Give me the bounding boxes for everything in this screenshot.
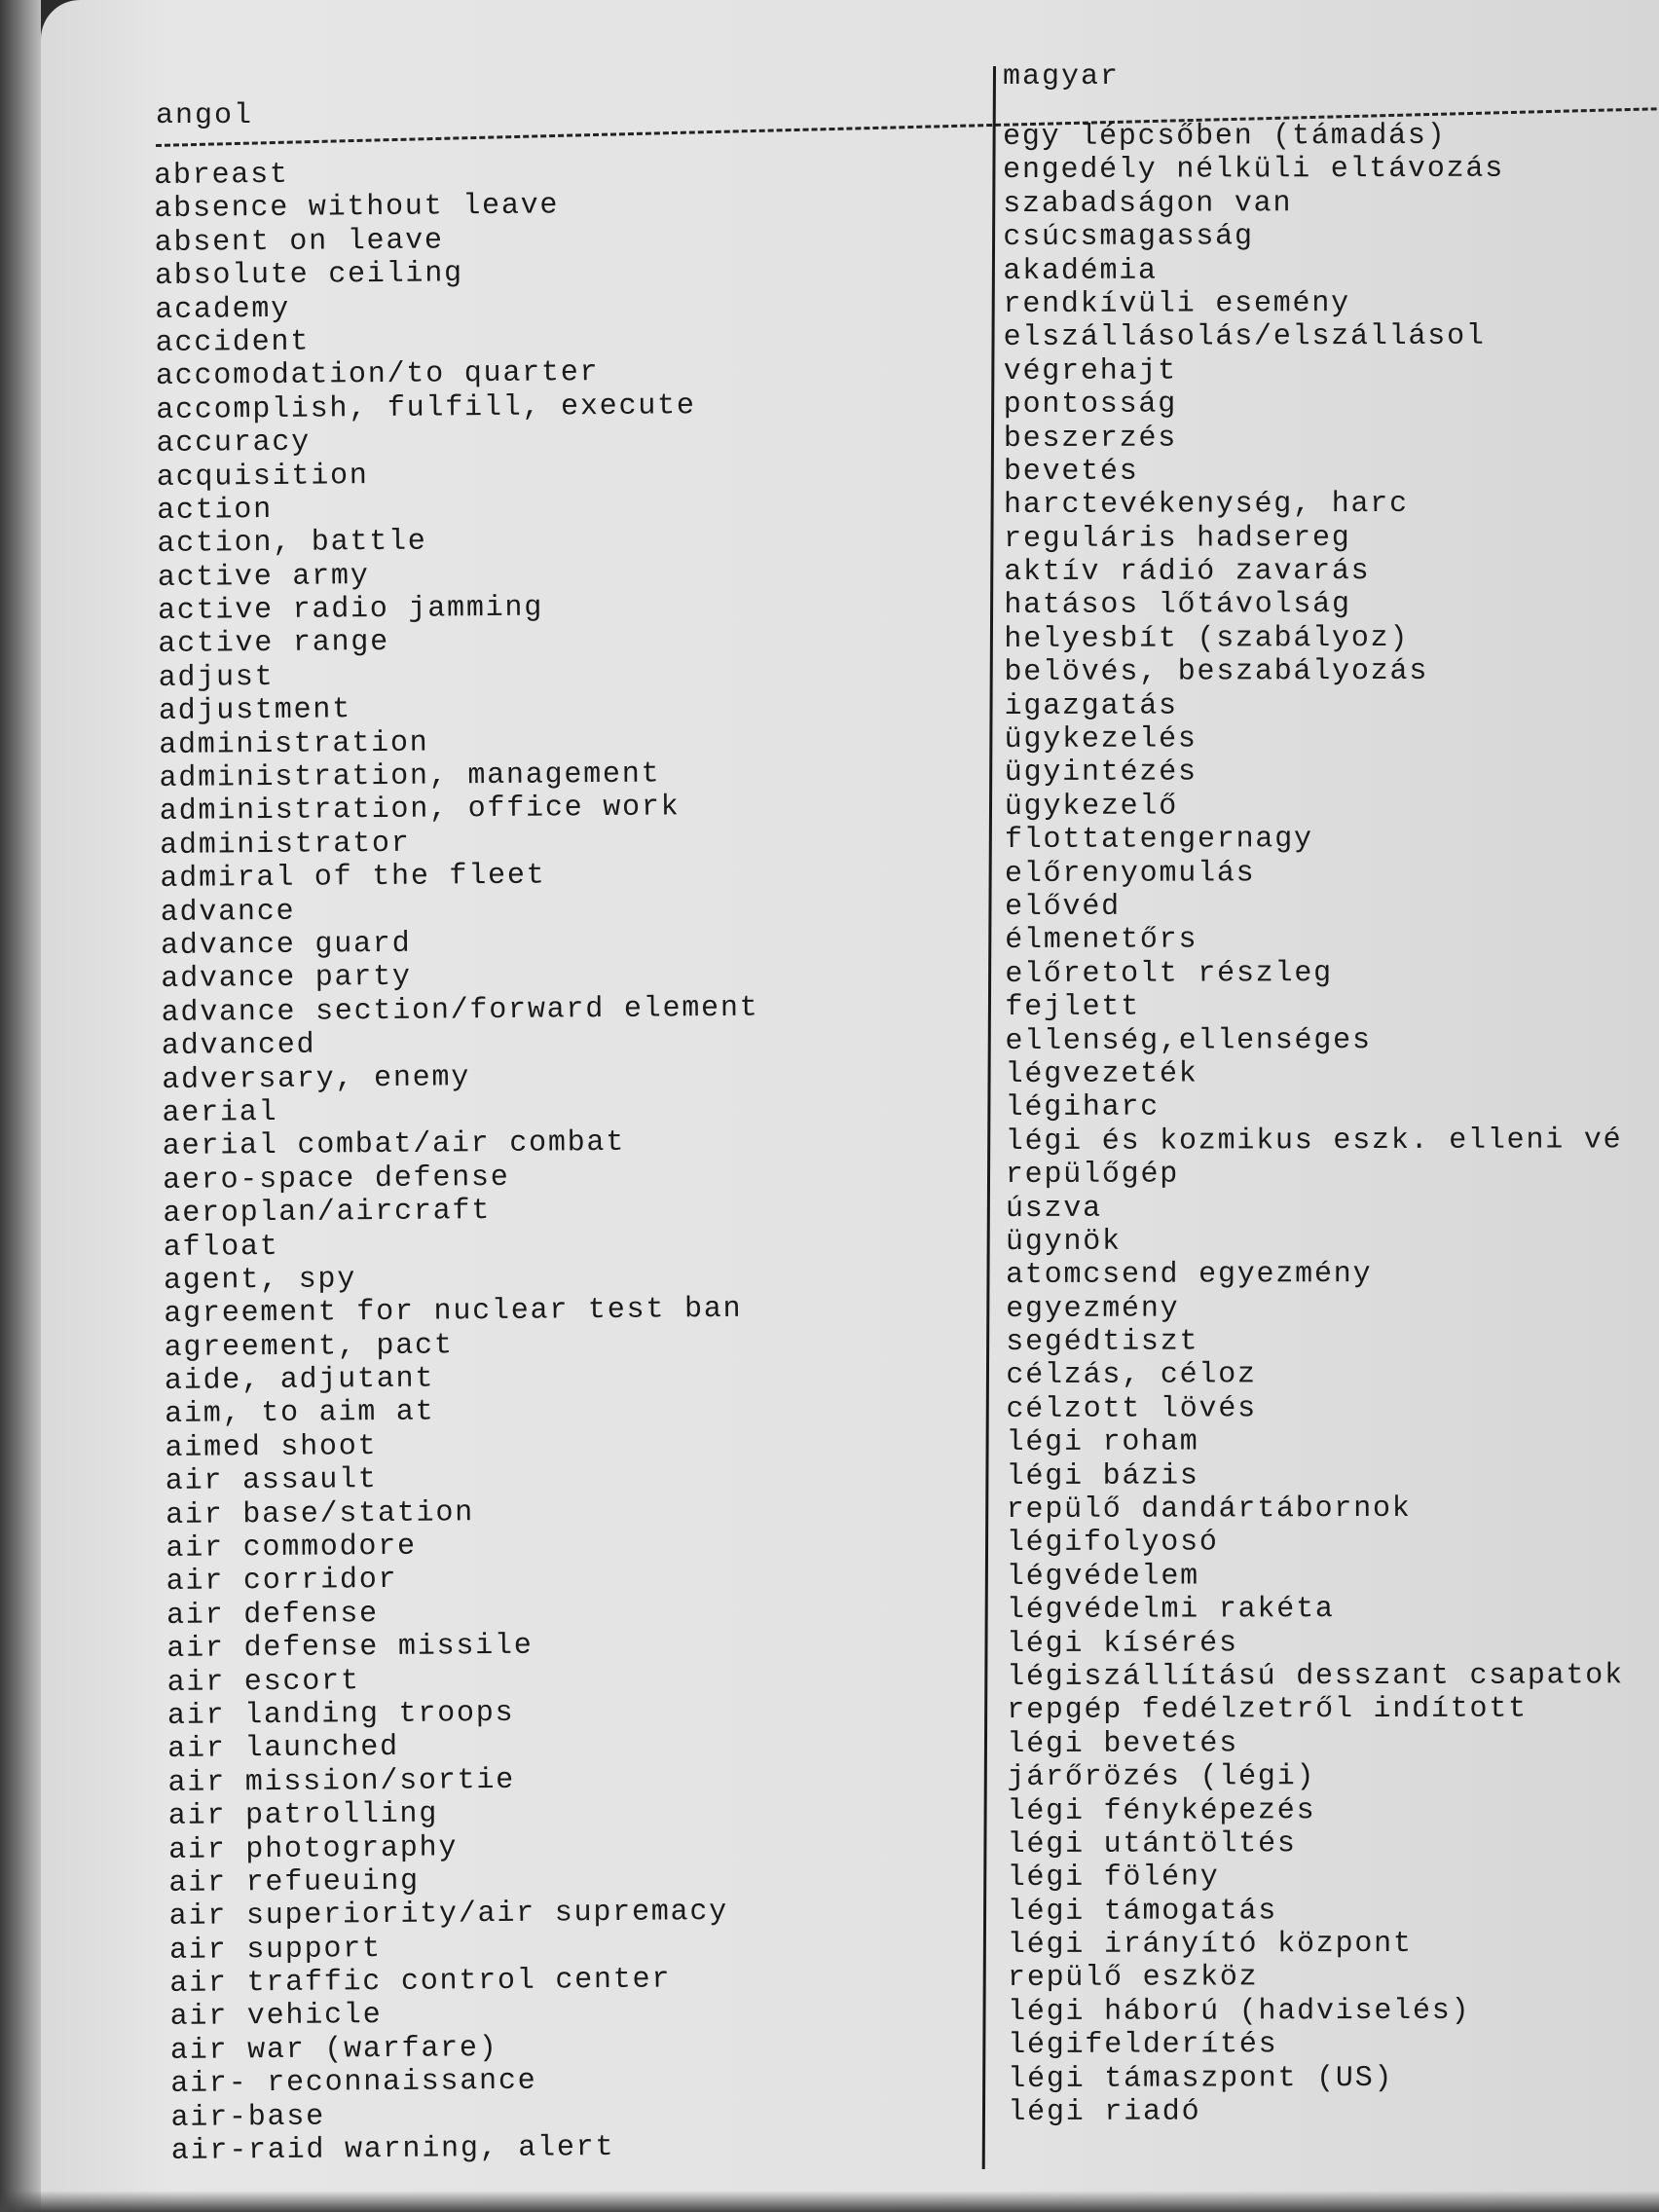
hungarian-term: csúcsmagasság — [1003, 220, 1254, 255]
hungarian-term: ügyintézés — [1004, 756, 1198, 791]
hungarian-term: légvédelmi rakéta — [1006, 1593, 1335, 1628]
hungarian-term: belövés, beszabályozás — [1004, 655, 1429, 690]
hungarian-term: célzott lövés — [1006, 1392, 1257, 1426]
english-term: aimed shoot — [165, 1429, 378, 1465]
english-term: air launched — [167, 1731, 400, 1767]
english-term: air traffic control center — [169, 1963, 672, 2002]
english-term: air war (warfare) — [169, 2031, 498, 2068]
column-header-english: angol — [156, 99, 254, 132]
hungarian-term: légifolyosó — [1006, 1526, 1219, 1561]
english-term: aerial — [162, 1095, 278, 1130]
hungarian-term: légi roham — [1006, 1425, 1199, 1460]
english-term: air assault — [165, 1463, 378, 1499]
hungarian-term: fejlett — [1005, 990, 1141, 1025]
english-term: administration, management — [159, 757, 661, 796]
english-term: aeroplan/aircraft — [163, 1195, 492, 1232]
english-term-list — [154, 155, 769, 2169]
english-term: adversary, enemy — [162, 1060, 471, 1097]
hungarian-term: légi támogatás — [1007, 1894, 1278, 1929]
english-term: accomplish, fulfill, execute — [156, 388, 696, 427]
english-term: aero-space defense — [163, 1161, 510, 1198]
hungarian-term: légifelderítés — [1008, 2028, 1278, 2063]
english-term: agreement for nuclear test ban — [164, 1293, 743, 1332]
hungarian-term: légi bevetés — [1007, 1727, 1239, 1761]
column-header-hungarian: magyar — [1003, 60, 1121, 93]
hungarian-term: repülő eszköz — [1007, 1961, 1259, 1996]
english-term: administration, office work — [159, 791, 681, 830]
hungarian-term: pontosság — [1003, 387, 1178, 423]
hungarian-term: ügynök — [1005, 1225, 1122, 1259]
english-term: admiral of the fleet — [160, 859, 546, 897]
hungarian-term: aktív rádió zavarás — [1004, 555, 1371, 590]
hungarian-term: repülőgép — [1005, 1158, 1180, 1193]
english-term: air-base — [170, 2100, 326, 2135]
hungarian-term: akadémia — [1003, 254, 1158, 288]
hungarian-term: repülő dandártábornok — [1006, 1492, 1412, 1528]
hungarian-term: légiharc — [1005, 1090, 1161, 1125]
book-spine — [0, 0, 41, 2212]
hungarian-term: rendkívüli esemény — [1003, 287, 1350, 321]
page-bottom-edge — [0, 2191, 1659, 2212]
hungarian-term: szabadságon van — [1003, 187, 1293, 221]
english-term: air superiority/air supremacy — [168, 1896, 729, 1935]
hungarian-term: légi utántöltés — [1007, 1827, 1297, 1862]
hungarian-term: hatásos lőtávolság — [1004, 588, 1351, 623]
hungarian-term: légi irányító központ — [1007, 1927, 1413, 1963]
hungarian-term: légi fényképezés — [1007, 1793, 1316, 1828]
english-term: air patrolling — [167, 1797, 439, 1834]
hungarian-term: légi bázis — [1006, 1459, 1199, 1493]
english-term: abreast — [154, 158, 289, 193]
english-term: absent on leave — [154, 224, 444, 260]
dictionary-page — [41, 0, 1659, 2212]
english-term: accuracy — [156, 425, 312, 461]
english-term: advance party — [161, 961, 412, 997]
english-term: advance — [160, 895, 296, 930]
hungarian-term: beszerzés — [1003, 422, 1178, 456]
english-term: air defense missile — [166, 1629, 534, 1667]
hungarian-term: elszállásolás/elszállásol — [1003, 320, 1486, 355]
english-term: air base/station — [166, 1495, 475, 1532]
english-term: active radio jamming — [157, 591, 544, 629]
hungarian-term: elővéd — [1005, 890, 1121, 924]
hungarian-term: harctevékenység, harc — [1003, 488, 1409, 523]
english-term: advance section/forward element — [161, 991, 759, 1030]
english-term: action, battle — [157, 525, 427, 562]
english-term: adjustment — [158, 693, 352, 729]
english-term: air photography — [168, 1830, 459, 1867]
english-term: aerial combat/air combat — [162, 1126, 626, 1164]
english-term: administrator — [160, 827, 411, 863]
hungarian-term: légi háború (hadviselés) — [1008, 1994, 1471, 2029]
hungarian-term: reguláris hadsereg — [1004, 521, 1351, 556]
english-term: administration — [159, 726, 429, 762]
english-term: agreement, pact — [164, 1329, 454, 1365]
english-term: aim, to aim at — [165, 1395, 435, 1432]
english-term: advance guard — [160, 927, 412, 963]
english-term: air support — [168, 1932, 383, 1968]
english-term: accident — [155, 325, 311, 360]
hungarian-term: légvezeték — [1005, 1057, 1198, 1091]
english-term: absence without leave — [154, 189, 560, 227]
hungarian-term: helyesbít (szabályoz) — [1004, 621, 1410, 656]
hungarian-term: atomcsend egyezmény — [1006, 1258, 1373, 1293]
hungarian-term: előretolt részleg — [1005, 956, 1333, 991]
hungarian-term: légi kísérés — [1007, 1626, 1238, 1661]
hungarian-term: légi támaszpont (US) — [1008, 2061, 1394, 2096]
hungarian-term: légi riadó — [1008, 2095, 1201, 2130]
english-term: air-raid warning, alert — [170, 2130, 615, 2168]
english-term: academy — [155, 292, 291, 327]
hungarian-term-list — [1003, 119, 1659, 2129]
column-divider — [982, 66, 996, 2169]
english-term: air- reconnaissance — [170, 2064, 537, 2102]
english-term: air mission/sortie — [167, 1763, 516, 1800]
hungarian-term: bevetés — [1003, 455, 1139, 489]
hungarian-term: élmenetőrs — [1005, 923, 1198, 958]
english-term: accomodation/to quarter — [155, 356, 600, 394]
english-term: afloat — [163, 1230, 279, 1265]
hungarian-term: ügykezelő — [1004, 790, 1179, 824]
hungarian-term: igazgatás — [1004, 689, 1178, 723]
english-term: absolute ceiling — [154, 257, 464, 294]
english-term: air landing troops — [166, 1696, 515, 1733]
english-term: air defense — [166, 1597, 380, 1633]
english-term: active army — [157, 559, 370, 595]
english-term: acquisition — [156, 459, 369, 495]
hungarian-term: ügykezelés — [1004, 722, 1198, 757]
english-term: air refueuing — [168, 1864, 421, 1900]
hungarian-term: célzás, céloz — [1006, 1358, 1257, 1393]
english-term: active range — [158, 626, 390, 662]
hungarian-term: repgép fedélzetről indított — [1007, 1692, 1529, 1728]
english-term: agent, spy — [163, 1263, 357, 1298]
hungarian-term: engedély nélküli eltávozás — [1003, 153, 1505, 188]
hungarian-term: légvédelem — [1006, 1560, 1199, 1594]
hungarian-term: járőrözés (légi) — [1007, 1760, 1316, 1795]
hungarian-term: előrenyomulás — [1004, 856, 1256, 891]
hungarian-term: egyezmény — [1006, 1292, 1180, 1326]
english-term: aide, adjutant — [164, 1362, 435, 1399]
english-term: air corridor — [166, 1564, 398, 1600]
hungarian-term: ellenség,ellenséges — [1005, 1023, 1372, 1058]
hungarian-term: légi és kozmikus eszk. elleni vé — [1005, 1124, 1623, 1159]
english-term: air escort — [166, 1664, 360, 1700]
hungarian-term: flottatengernagy — [1004, 823, 1313, 858]
hungarian-term: úszva — [1005, 1192, 1102, 1226]
hungarian-term: egy lépcsőben (támadás) — [1003, 119, 1447, 154]
hungarian-term: légiszállítású desszant csapatok — [1007, 1659, 1624, 1694]
english-term: adjust — [158, 660, 275, 695]
hungarian-term: légi fölény — [1007, 1861, 1220, 1896]
hungarian-term: segédtiszt — [1006, 1325, 1199, 1360]
english-term: air commodore — [166, 1530, 418, 1566]
english-term: advanced — [161, 1028, 316, 1064]
hungarian-term: végrehajt — [1003, 354, 1177, 388]
english-term: air vehicle — [169, 1999, 383, 2035]
english-term: action — [157, 493, 274, 528]
